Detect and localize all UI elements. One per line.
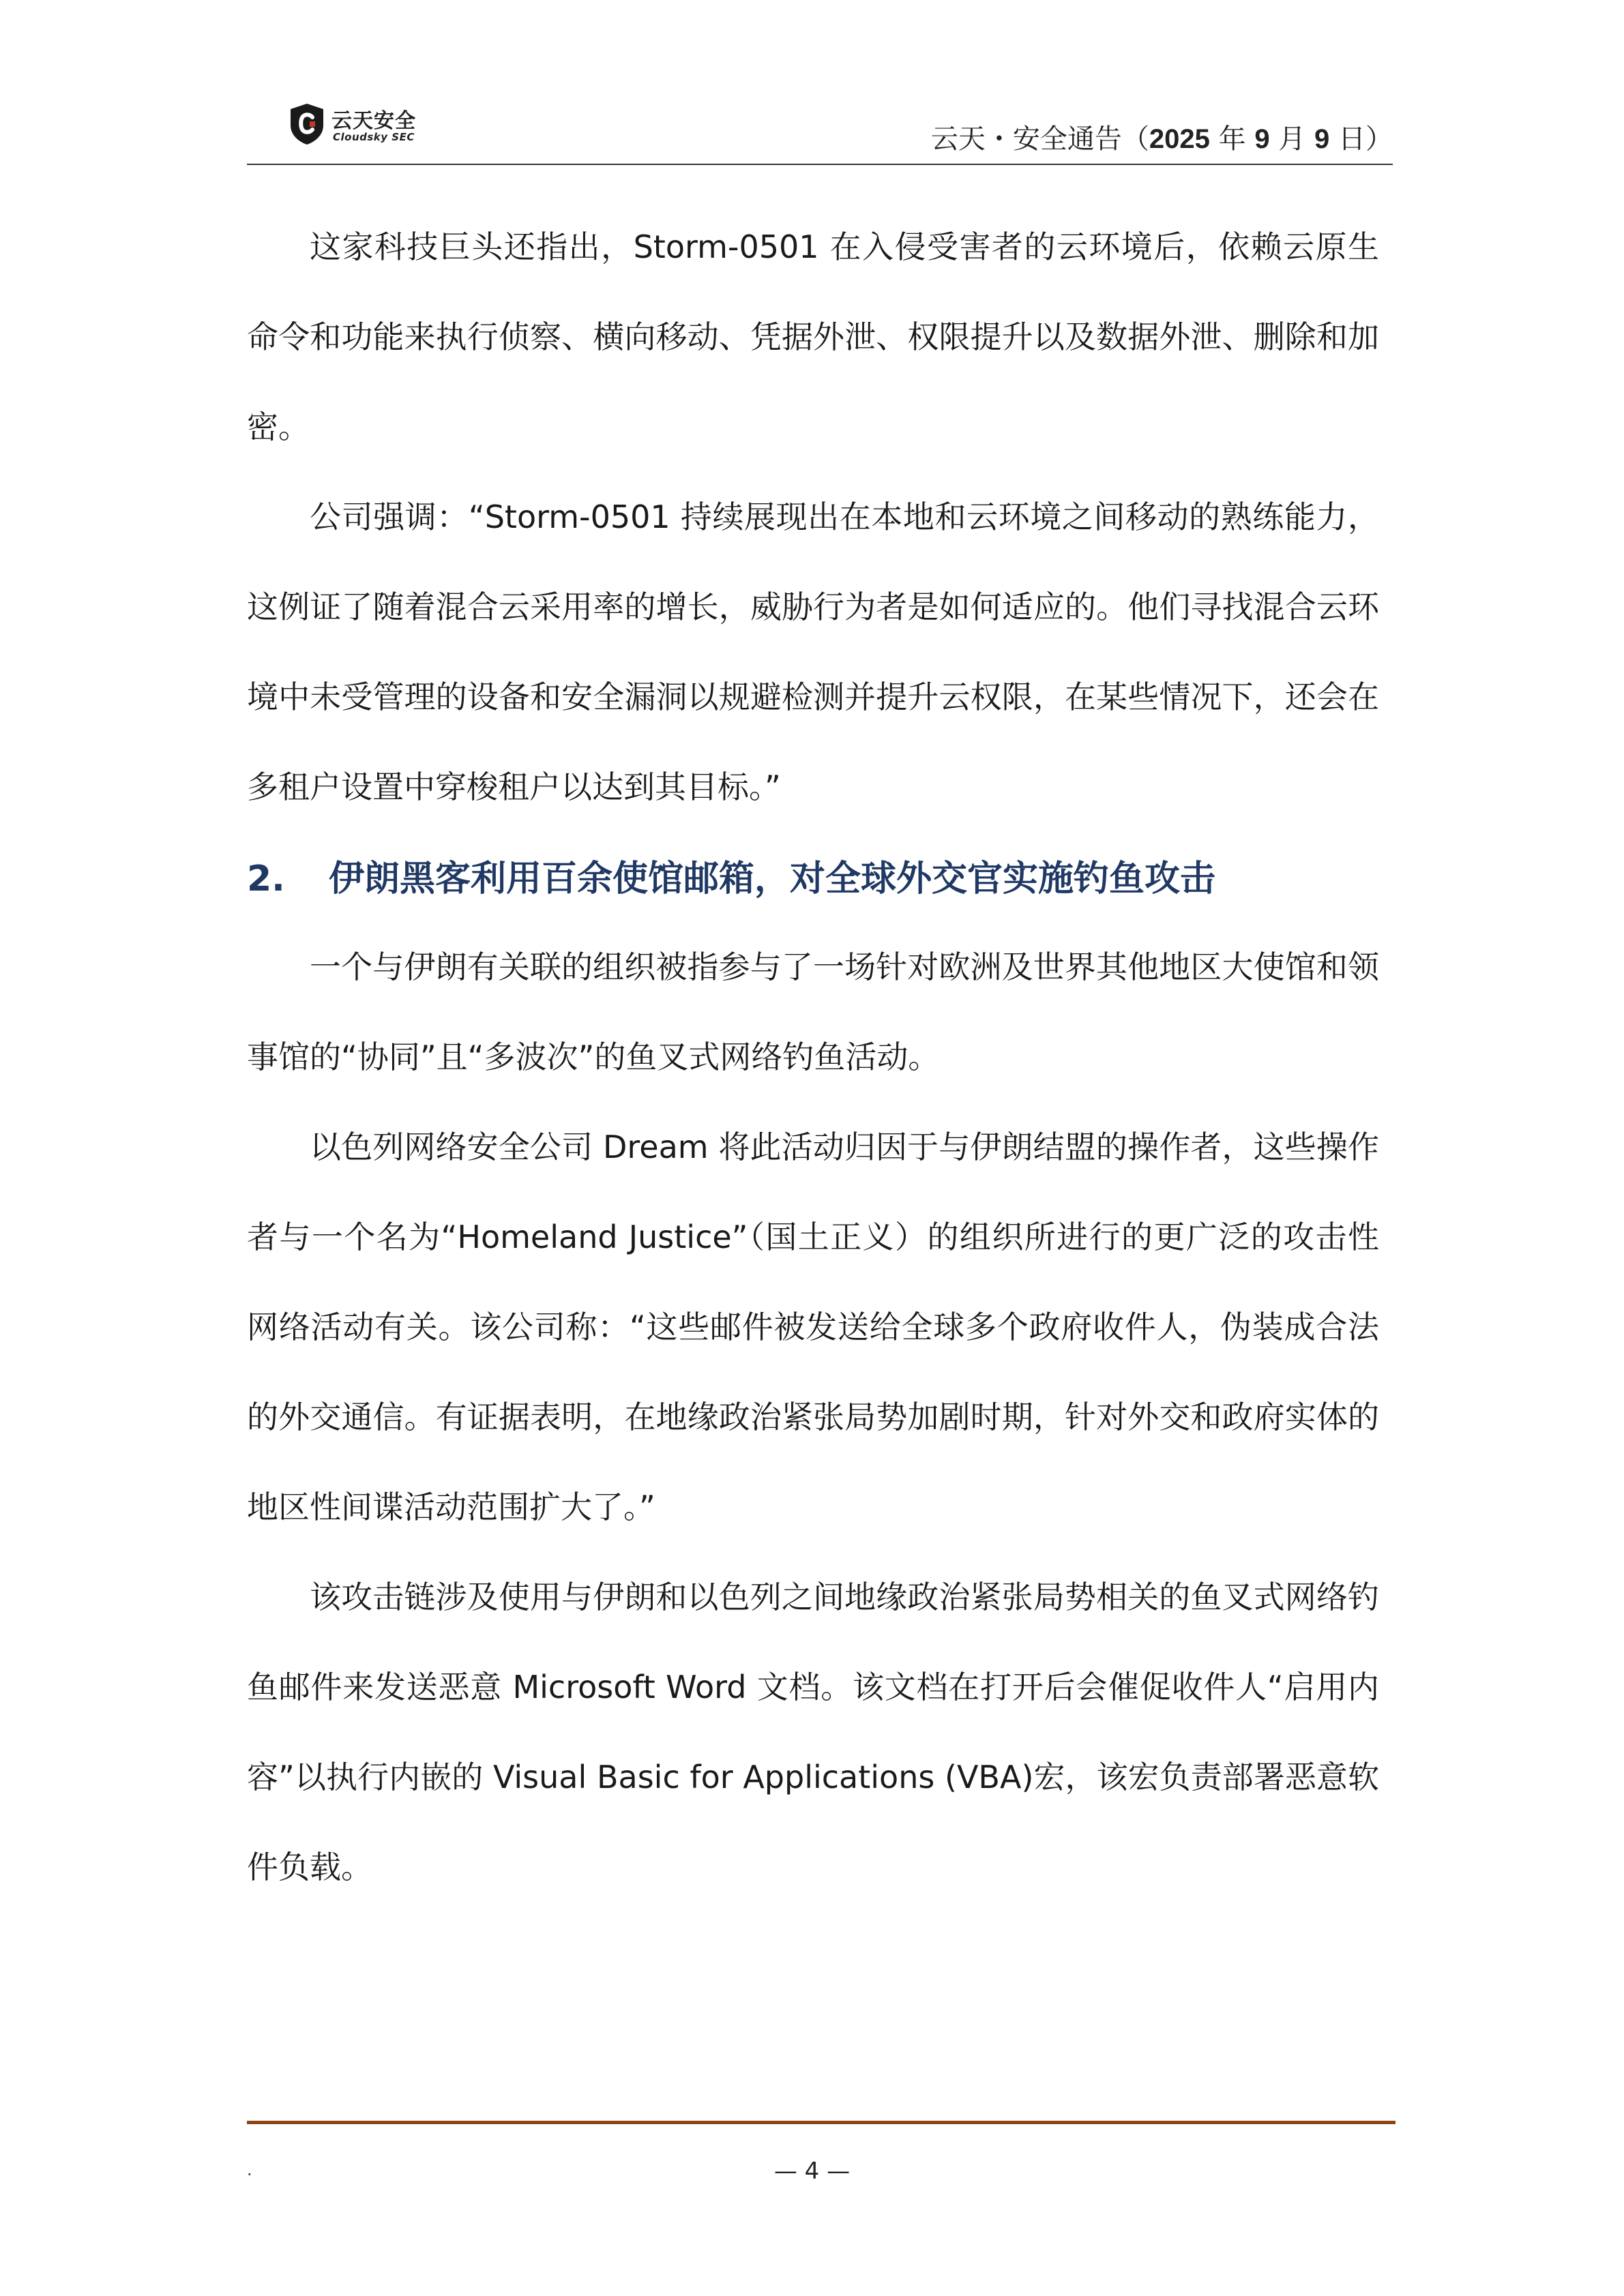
body-paragraph: 这家科技巨头还指出，Storm-0501 在入侵受害者的云环境后，依赖云原生命令和功能来执行侦察、横向移动、凭据外泄、权限提升以及数据外泄、删除和加密。 — [247, 228, 1379, 445]
bulletin-title-prefix: 云天・安全通告（ — [930, 123, 1149, 155]
page-number: — 4 — — [773, 2158, 851, 2185]
logo-chinese-name: 云天安全 — [331, 109, 416, 133]
body-paragraph: 该攻击链涉及使用与伊朗和以色列之间地缘政治紧张局势相关的鱼叉式网络钓鱼邮件来发送恶意 Microsoft Word 文档。该文档在打开后会催促收件人“启用内容”以执行内嵌的 Visual Basic for Applications (VBA)宏，该宏负责部署恶意软件负载。 — [247, 1579, 1379, 1885]
bulletin-year: 2025 — [1149, 124, 1210, 154]
logo-english-name: Cloudsky SEC — [333, 131, 415, 143]
bulletin-title — [931, 117, 1393, 156]
bulletin-year-unit: 年 — [1209, 123, 1255, 155]
section-heading — [247, 841, 1379, 916]
bulletin-month-unit: 月 — [1269, 123, 1315, 155]
shield-logo-icon — [288, 102, 326, 146]
footer-dot: . — [247, 2160, 252, 2179]
footer-divider — [247, 2121, 1396, 2124]
section-title: 伊朗黑客利用百余使馆邮箱，对全球外交官实施钓鱼攻击 — [329, 859, 1216, 899]
body-paragraph: 以色列网络安全公司 Dream 将此活动归因于与伊朗结盟的操作者，这些操作者与一个名为“Homeland Justice”（国土正义）的组织所进行的更广泛的攻击性网络活动有关。该公司称：“这些邮件被发送给全球多个政府收件人，伪装成合法的外交通信。有证据表明，在地缘政治紧张局势加剧时期，针对外交和政府实体的地区性间谍活动范围扩大了。” — [247, 1129, 1379, 1525]
body-paragraph: 公司强调：“Storm-0501 持续展现出在本地和云环境之间移动的熟练能力，这例证了随着混合云采用率的增长，威胁行为者是如何适应的。他们寻找混合云环境中未受管理的设备和安全漏洞以规避检测并提升云权限，在某些情况下，还会在多租户设置中穿梭租户以达到其目标。” — [247, 498, 1379, 805]
section-number: 2. — [247, 859, 285, 899]
bulletin-month: 9 — [1254, 124, 1270, 154]
body-paragraph: 一个与伊朗有关联的组织被指参与了一场针对欧洲及世界其他地区大使馆和领事馆的“协同”且“多波次”的鱼叉式网络钓鱼活动。 — [247, 949, 1379, 1075]
header-divider — [247, 164, 1393, 165]
document-body — [247, 202, 1379, 1912]
bulletin-day: 9 — [1314, 124, 1330, 154]
company-logo — [288, 102, 506, 150]
page-header — [247, 95, 1393, 165]
bulletin-day-unit: 日） — [1329, 123, 1393, 155]
